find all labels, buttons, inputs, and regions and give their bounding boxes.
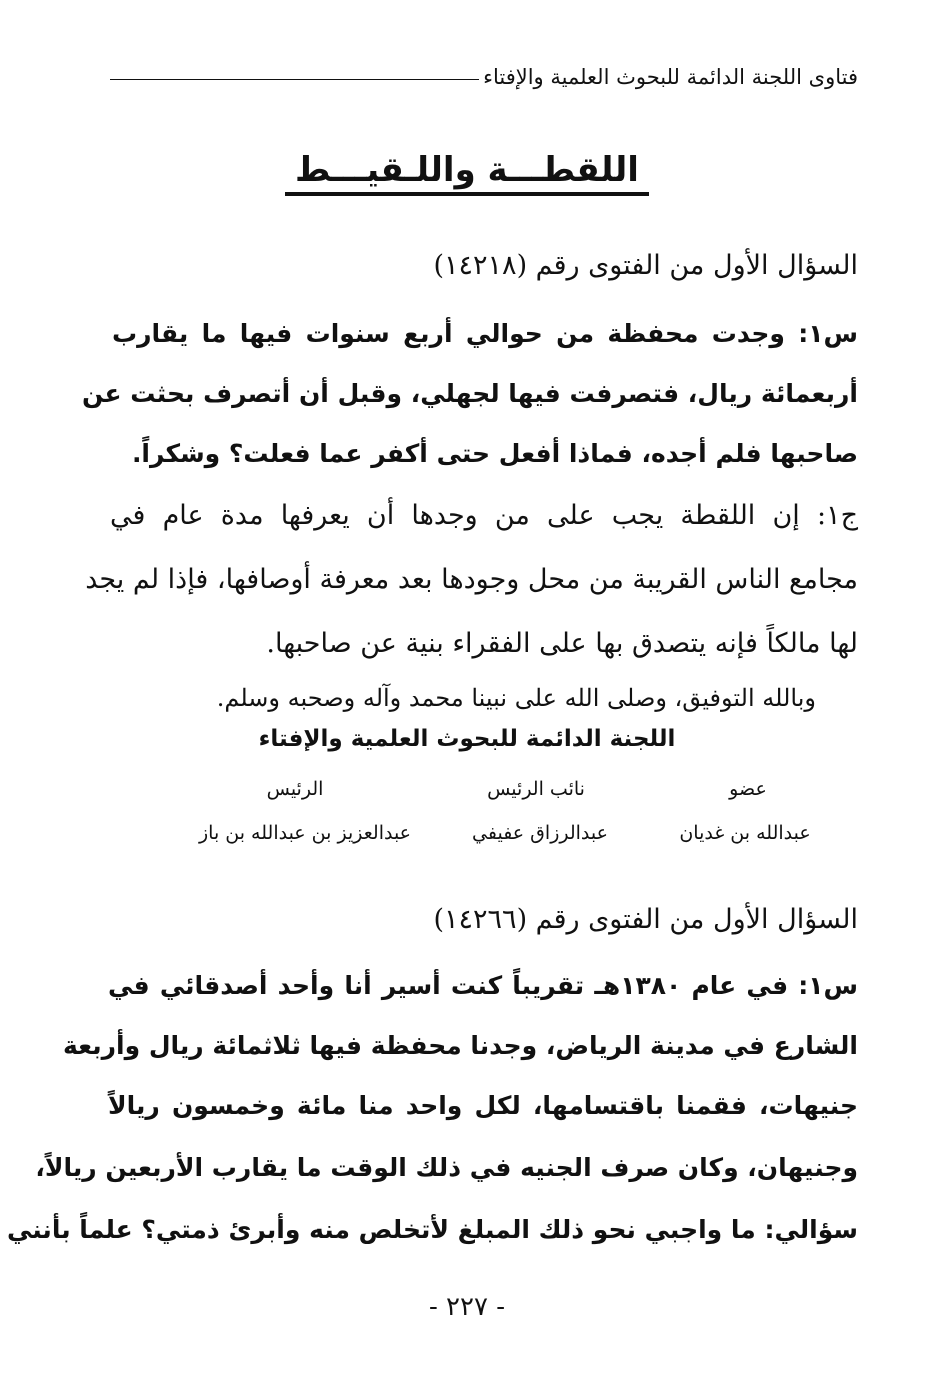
role-president: الرئيس [266,778,324,800]
fatwa1-question-line-2: أربعمائة ريال، فتصرفت فيها لجهلي، وقبل أن أتصرف بحثت عن [82,379,858,408]
role-member: عضو [729,778,767,800]
name-president: عبدالعزيز بن عبدالله بن باز [198,822,412,844]
fatwa2-question-line-4: وجنيهان، وكان صرف الجنيه في ذلك الوقت ما يقارب الأربعين ريالاً، [35,1153,858,1182]
fatwa2-heading: السؤال الأول من الفتوى رقم (١٤٢٦٦) [433,904,858,935]
fatwa2-question-line-3: جنيهات، فقمنا باقتسامها، لكل واحد منا مائة وخمسون ريالاً [108,1091,858,1120]
fatwa2-question-line-1: س١: في عام ١٣٨٠هـ تقريباً كنت أسير أنا وأحد أصدقائي في [108,971,859,1000]
fatwa1-heading: السؤال الأول من الفتوى رقم (١٤٢١٨) [433,250,858,281]
running-header [110,62,858,92]
name-vice-president: عبدالرزاق عفيفي [472,822,608,844]
fatwa1-answer-line-3: لها مالكاً فإنه يتصدق بها على الفقراء بنية عن صاحبها. [266,628,858,659]
fatwa1-answer-line-2: مجامع الناس القريبة من محل وجودها بعد معرفة أوصافها، فإذا لم يجد [85,564,858,595]
chapter-title-text: اللقطـــة واللـقيـــط [285,150,649,196]
fatwa1-closing: وبالله التوفيق، وصلى الله على نبينا محمد وآله وصحبه وسلم. [216,684,816,712]
name-member: عبدالله بن غديان [679,822,811,844]
fatwa2-question-line-2: الشارع في مدينة الرياض، وجدنا محفظة فيها ثلاثمائة ريال وأربعة [62,1031,858,1060]
header-title: فتاوى اللجنة الدائمة للبحوث العلمية والإفتاء [483,65,858,89]
fatwa1-question-line-1: س١: وجدت محفظة من حوالي أربع سنوات فيها ما يقارب [112,319,858,348]
page-number: - ٢٢٧ - [428,1292,506,1322]
header-rule [110,79,479,80]
chapter-title [0,150,934,196]
committee-name: اللجنة الدائمة للبحوث العلمية والإفتاء [258,726,676,752]
fatwa1-question-line-3: صاحبها فلم أجده، فماذا أفعل حتى أكفر عما فعلت؟ وشكراً. [131,439,858,468]
role-vice-president: نائب الرئيس [487,778,585,800]
fatwa2-question-line-5: سؤالي: ما واجبي نحو ذلك المبلغ لأتخلص منه وأبرئ ذمتي؟ علماً بأنني [6,1215,858,1244]
fatwa1-answer-line-1: ج١: إن اللقطة يجب على من وجدها أن يعرفها مدة عام في [110,500,858,531]
